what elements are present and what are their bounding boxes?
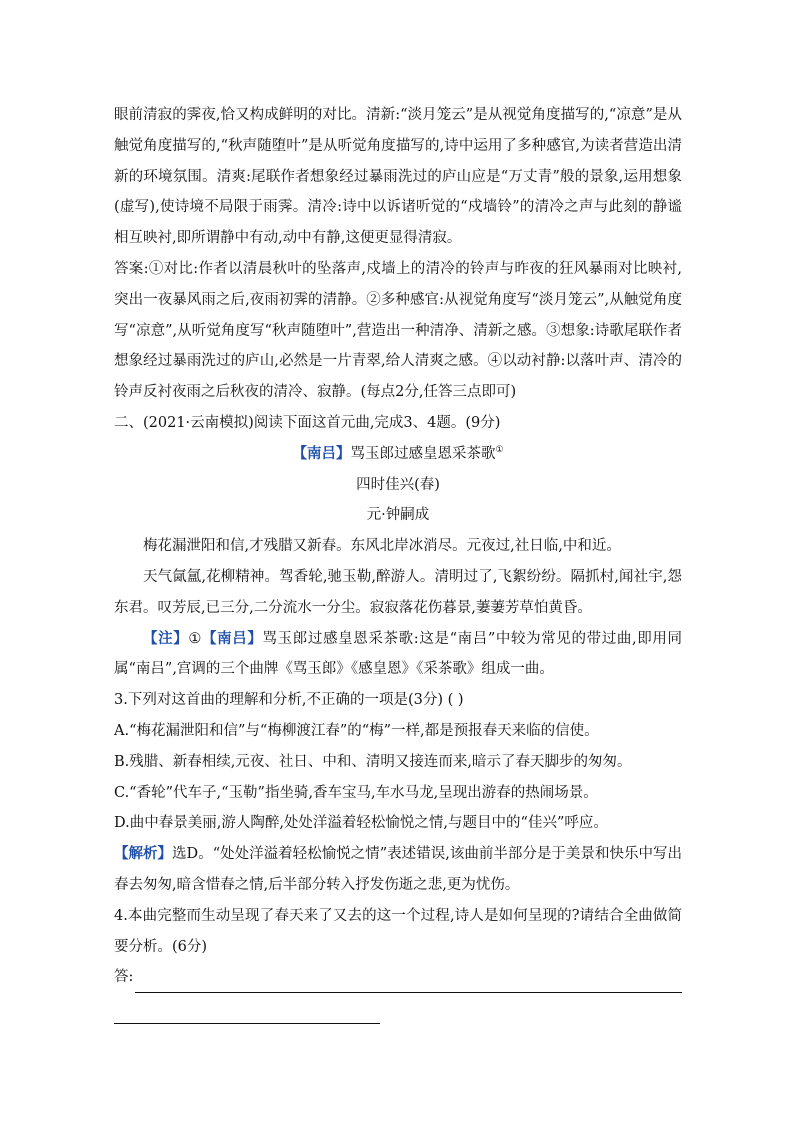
answer-4-line: [114, 962, 682, 993]
question-3-option-a: A.“梅花漏泄阳和信”与“梅柳渡江春”的“梅”一样,都是预报春天来临的信使。: [114, 722, 599, 739]
note-tag: 【南吕】: [202, 629, 263, 647]
document-content: [114, 100, 682, 1024]
note-label: 【注】: [143, 629, 189, 647]
poem-title-tag: 【南吕】: [292, 444, 351, 462]
answer-1: [114, 254, 682, 408]
answer-4-blank-2[interactable]: [114, 993, 380, 1024]
note-text: 骂玉郎过感皇恩采茶歌:这是“南吕”中较为常见的带过曲,即用同属“南吕”,宫调的三个曲牌《骂玉郎》《感皇恩》《采茶歌》组成一曲。: [114, 630, 683, 678]
analysis-continuation: 眼前清寂的霁夜,恰又构成鲜明的对比。清新:“淡月笼云”是从视觉角度描写的,“凉意”是从触觉角度描写的,“秋声随堕叶”是从听觉角度描写的,诗中运用了多种感官,为读者营造出清新的环境氛围。清爽:尾联作者想象经过暴雨洗过的庐山应是“万丈青”般的景象,运用想象(虚写),使诗境不局限于雨霁。清冷:诗中以诉诸听觉的“戍墙铃”的清冷之声与此刻的静谧相互映衬,即所谓静中有动,动中有静,这便更显得清寂。: [114, 107, 682, 247]
note-num: ①: [188, 630, 203, 647]
answer-1-text: ①对比:作者以清晨秋叶的坠落声,戍墙上的清冷的铃声与昨夜的狂风暴雨对比映衬,突出一夜暴风雨之后,夜雨初霁的清静。②多种感官:从视觉角度写“淡月笼云”,从触觉角度写“凉意”,从听觉角度写“秋声随堕叶”,营造出一种清净、清新之感。③想象:诗歌尾联作者想象经过暴雨洗过的庐山,必然是一片青翠,给人清爽之感。④以动衬静:以落叶声、清冷的铃声反衬夜雨之后秋夜的清冷、寂静。(每点2分,任答三点即可): [114, 260, 682, 401]
poem-note-mark: ①: [495, 444, 504, 455]
answer-4-blank[interactable]: [135, 970, 682, 993]
poem-line-1: 梅花漏泄阳和信,才残腊又新春。东风北岸冰消尽。元夜过,社日临,中和近。: [143, 538, 621, 555]
question-3-option-b: B.残腊、新春相续,元夜、社日、中和、清明又接连而来,暗示了春天脚步的匆匆。: [114, 753, 632, 770]
section-2-heading: 二、(2021·云南模拟)阅读下面这首元曲,完成3、4题。(9分): [114, 414, 501, 431]
poem-note: [114, 624, 682, 686]
question-3-stem: 3.下列对这首曲的理解和分析,不正确的一项是(3分) ( ): [114, 692, 464, 709]
answer-1-label: 答案:: [114, 260, 149, 277]
answer-4-label: 答:: [114, 969, 134, 986]
analysis-3-text: 选D。“处处洋溢着轻松愉悦之情”表述错误,该曲前半部分是于美景和快乐中写出春去匆匆,暗含惜春之情,后半部分转入抒发伤逝之悲,更为忧伤。: [114, 846, 682, 893]
poem-title-text: 骂玉郎过感皇恩采茶歌: [350, 445, 496, 462]
question-4-stem: 4.本曲完整而生动呈现了春天来了又去的这一个过程,诗人是如何呈现的?请结合全曲做简要分析。(6分): [114, 907, 682, 955]
poem-line-2: 天气氤氲,花柳精神。驾香轮,驰玉勒,醉游人。清明过了,飞絮纷纷。隔抓村,闻社宇,怨东君。叹芳辰,已三分,二分流水一分尘。寂寂落花伤暮景,萋萋芳草怕黄昏。: [114, 568, 682, 616]
question-3-option-c: C.“香轮”代车子,“玉勒”指坐骑,香车宝马,车水马龙,呈现出游春的热闹场景。: [114, 784, 598, 801]
poem-title: [114, 439, 682, 470]
question-3-option-d: D.曲中春景美丽,游人陶醉,处处洋溢着轻松愉悦之情,与题目中的“佳兴”呼应。: [114, 815, 608, 832]
analysis-3-label: 【解析】: [114, 845, 173, 863]
poem-subtitle: 四时佳兴(春): [356, 476, 440, 493]
analysis-3: [114, 839, 682, 901]
poem-author: 元·钟嗣成: [366, 507, 430, 524]
